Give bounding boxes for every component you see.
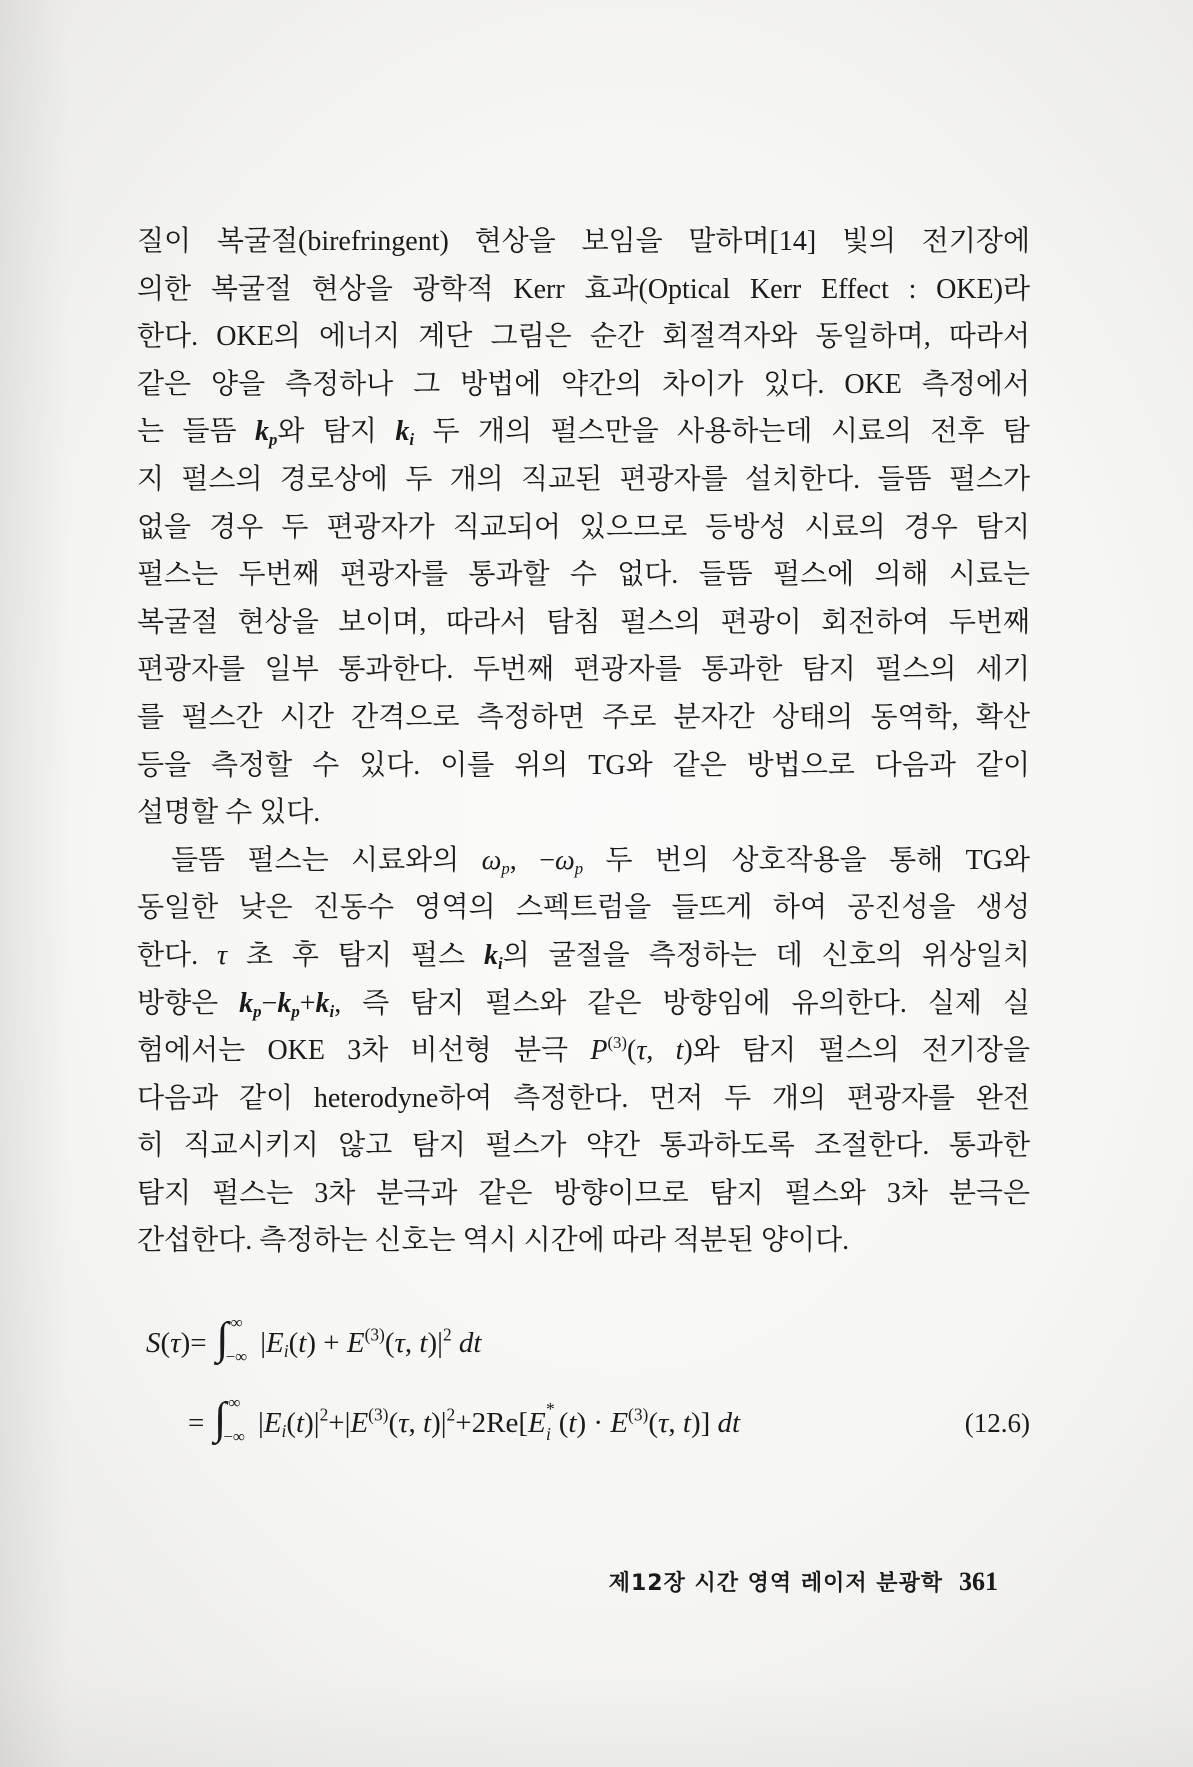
text-run: 등을 측정할 수 있다. 이를 위의 TG와 같은 방법으로 다음과 같이 xyxy=(137,749,1030,781)
text-run: 탐지 펄스는 3차 분극과 같은 방향이므로 탐지 펄스와 3차 분극은 xyxy=(137,1177,1030,1209)
math-symbol: τ xyxy=(394,1327,405,1359)
math-symbol: t xyxy=(682,1407,691,1439)
math-symbol: k xyxy=(395,416,410,448)
text-run: 방향은 xyxy=(137,987,240,1019)
text-line xyxy=(137,646,1030,694)
subscript: i xyxy=(409,430,415,450)
text-run: = xyxy=(188,1407,212,1439)
text-run: )] xyxy=(690,1407,718,1439)
text-run: , xyxy=(404,1327,420,1359)
text-line xyxy=(137,789,1030,837)
text-line xyxy=(137,1122,1030,1170)
text-run: | xyxy=(250,1407,264,1439)
text-run: | xyxy=(252,1327,267,1359)
text-line xyxy=(137,1075,1030,1123)
text-run: 동일한 낮은 진동수 영역의 스펙트럼을 들뜨게 하여 공진성을 생성 xyxy=(137,892,1030,924)
text-run: ( xyxy=(384,1327,395,1359)
subscript: p xyxy=(253,1001,262,1021)
superscript: (3) xyxy=(628,1404,649,1425)
integral-lower-limit: −∞ xyxy=(225,1347,248,1367)
text-run: 다음과 같이 heterodyne하여 측정한다. 먼저 두 개의 편광자를 완전 xyxy=(137,1082,1030,1114)
text-line xyxy=(137,361,1030,409)
math-symbol: E xyxy=(263,1407,282,1439)
math-symbol: ω xyxy=(481,844,502,876)
math-symbol: τ xyxy=(398,1407,409,1439)
text-run: 와 탐지 xyxy=(277,416,396,448)
text-run: 복굴절 현상을 보이며, 따라서 탐침 펄스의 편광이 회전하여 두번째 xyxy=(137,606,1030,638)
integral-sign: ∫ xyxy=(216,1313,229,1364)
text-run: ( xyxy=(286,1407,297,1439)
text-line xyxy=(137,742,1030,790)
text-line xyxy=(137,932,1030,980)
text-run: 한다. xyxy=(137,939,218,971)
text-run: 를 펄스간 시간 간격으로 측정하면 주로 분자간 상태의 동역학, 확산 xyxy=(137,701,1030,733)
math-symbol: t xyxy=(419,1327,428,1359)
text-line xyxy=(137,408,1030,456)
text-run: 같은 양을 측정하나 그 방법에 약간의 차이가 있다. OKE 측정에서 xyxy=(137,368,1030,400)
equation-number: (12.6) xyxy=(964,1408,1030,1438)
math-symbol: k xyxy=(315,987,330,1019)
math-symbol: t xyxy=(675,1035,684,1067)
math-symbol: E xyxy=(266,1327,284,1359)
text-run: 험에서는 OKE 3차 비선형 분극 xyxy=(137,1035,591,1067)
text-run: 두 번의 상호작용을 통해 TG와 xyxy=(583,844,1030,876)
math-symbol: t xyxy=(568,1407,577,1439)
text-run: + xyxy=(299,987,316,1019)
text-run: 한다. OKE의 에너지 계단 그림은 순간 회절격자와 동일하며, 따라서 xyxy=(137,321,1030,353)
text-line xyxy=(137,266,1030,314)
text-run: ( xyxy=(627,1035,637,1067)
page-footer xyxy=(609,1566,998,1598)
math-symbol: t xyxy=(423,1407,432,1439)
text-run: ( xyxy=(388,1407,399,1439)
text-run: )와 탐지 펄스의 전기장을 xyxy=(683,1035,1031,1067)
superscript: (3) xyxy=(368,1404,389,1425)
text-run: 편광자를 일부 통과한다. 두번째 편광자를 통과한 탐지 펄스의 세기 xyxy=(137,654,1030,686)
text-run: ) + xyxy=(306,1327,347,1359)
math-symbol: t xyxy=(298,1327,307,1359)
math-symbol: E xyxy=(350,1407,369,1439)
math-symbol: k xyxy=(277,987,292,1019)
text-run: )| xyxy=(427,1327,443,1359)
text-line xyxy=(137,1217,1030,1265)
integral-sign: ∫ xyxy=(213,1393,227,1444)
paragraph xyxy=(137,218,1030,837)
text-run: 지 펄스의 경로상에 두 개의 직교된 편광자를 설치한다. 들뜸 펄스가 xyxy=(137,463,1030,495)
math-symbol: dt xyxy=(458,1327,482,1359)
math-symbol: k xyxy=(255,416,270,448)
text-run: , xyxy=(646,1035,676,1067)
math-symbol: τ xyxy=(636,1035,647,1067)
math-symbol: k xyxy=(239,987,254,1019)
integral-symbol xyxy=(212,1393,251,1447)
subscript: p xyxy=(574,858,584,878)
text-line xyxy=(137,551,1030,599)
text-run: 질이 복굴절(birefringent) 현상을 보임을 말하며[14] 빛의 전기장에 xyxy=(137,226,1030,257)
superscript: 2 xyxy=(442,1324,452,1345)
text-line xyxy=(137,504,1030,552)
text-run: )| xyxy=(431,1407,447,1439)
text-line xyxy=(137,884,1030,932)
subscript: p xyxy=(269,430,278,450)
text-run: ( xyxy=(288,1327,299,1359)
text-run: ( xyxy=(558,1407,569,1439)
text-run: ) · xyxy=(576,1407,611,1439)
text-line xyxy=(137,1170,1030,1218)
text-line xyxy=(137,456,1030,504)
text-line xyxy=(137,694,1030,742)
superscript: * xyxy=(546,1399,555,1420)
text-line xyxy=(137,837,1030,885)
math-symbol: S xyxy=(146,1327,161,1359)
text-run: 의한 복굴절 현상을 광학적 Kerr 효과(Optical Kerr Effect : OKE)라 xyxy=(137,273,1030,305)
text-line xyxy=(137,218,1030,266)
math-symbol: dt xyxy=(717,1407,741,1439)
subscript: p xyxy=(501,858,510,878)
equation-line xyxy=(188,1393,741,1448)
text-run: )| xyxy=(304,1407,320,1439)
math-symbol: t xyxy=(296,1407,305,1439)
text-run: 초 후 탐지 펄스 xyxy=(227,939,484,971)
integral-upper-limit: ∞ xyxy=(228,1393,241,1413)
page-number: 361 xyxy=(959,1567,998,1596)
text-line xyxy=(137,980,1030,1028)
text-run: , − xyxy=(509,844,555,876)
text-run: 설명할 수 있다. xyxy=(137,797,321,829)
math-symbol: E xyxy=(610,1407,629,1439)
chapter-title: 제12장 시간 영역 레이저 분광학 xyxy=(608,1571,943,1596)
text-run: 펄스는 두번째 편광자를 통과할 수 없다. 들뜸 펄스에 의해 시료는 xyxy=(137,559,1030,591)
subscript: i xyxy=(497,953,503,973)
subscript: p xyxy=(291,1001,300,1021)
text-run: +2Re[ xyxy=(455,1407,528,1439)
text-run: , xyxy=(668,1407,683,1439)
math-symbol: τ xyxy=(657,1407,669,1439)
text-run: 간섭한다. 측정하는 신호는 역시 시간에 따라 적분된 양이다. xyxy=(137,1225,850,1257)
body-text xyxy=(137,218,1030,1265)
text-run: )= xyxy=(180,1327,214,1359)
text-run: +| xyxy=(328,1407,351,1439)
text-line xyxy=(137,313,1030,361)
text-run: − xyxy=(261,987,278,1019)
conjugate-subscript xyxy=(546,1399,559,1444)
text-run: , 즉 탐지 펄스와 같은 방향임에 유의한다. 실제 실 xyxy=(334,987,1030,1019)
superscript: 2 xyxy=(446,1404,456,1425)
text-run: ( xyxy=(648,1407,658,1439)
integral-lower-limit: −∞ xyxy=(223,1427,245,1447)
text-run xyxy=(452,1327,459,1359)
math-symbol: k xyxy=(483,939,498,971)
math-symbol: τ xyxy=(217,939,228,971)
integral-symbol xyxy=(214,1313,253,1367)
integral-upper-limit: ∞ xyxy=(230,1313,243,1333)
subscript: i xyxy=(329,1001,335,1021)
text-run: 는 들뜸 xyxy=(137,416,256,448)
equation-line xyxy=(146,1313,482,1368)
text-run: 두 개의 펄스만을 사용하는데 시료의 전후 탐 xyxy=(414,416,1030,448)
text-line xyxy=(137,599,1030,647)
text-run: , xyxy=(408,1407,424,1439)
math-symbol: E xyxy=(527,1407,546,1439)
math-symbol: P xyxy=(590,1035,608,1067)
subscript: i xyxy=(281,1421,287,1442)
math-symbol: E xyxy=(346,1327,365,1359)
text-run: 들뜸 펄스는 시료와의 xyxy=(171,844,482,876)
subscript: i xyxy=(283,1341,289,1362)
text-line xyxy=(137,1027,1030,1075)
superscript: (3) xyxy=(364,1324,385,1345)
superscript: 2 xyxy=(319,1404,329,1425)
text-run: 없을 경우 두 편광자가 직교되어 있으므로 등방성 시료의 경우 탐지 xyxy=(137,511,1030,543)
text-run: 히 직교시키지 않고 탐지 펄스가 약간 통과하도록 조절한다. 통과한 xyxy=(137,1130,1030,1162)
text-run: 의 굴절을 측정하는 데 신호의 위상일치 xyxy=(502,939,1030,971)
text-run: ( xyxy=(160,1327,171,1359)
math-symbol: ω xyxy=(554,844,575,876)
math-symbol: τ xyxy=(170,1327,181,1359)
superscript: (3) xyxy=(607,1033,628,1053)
subscript: i xyxy=(546,1423,551,1444)
paragraph xyxy=(137,837,1030,1265)
